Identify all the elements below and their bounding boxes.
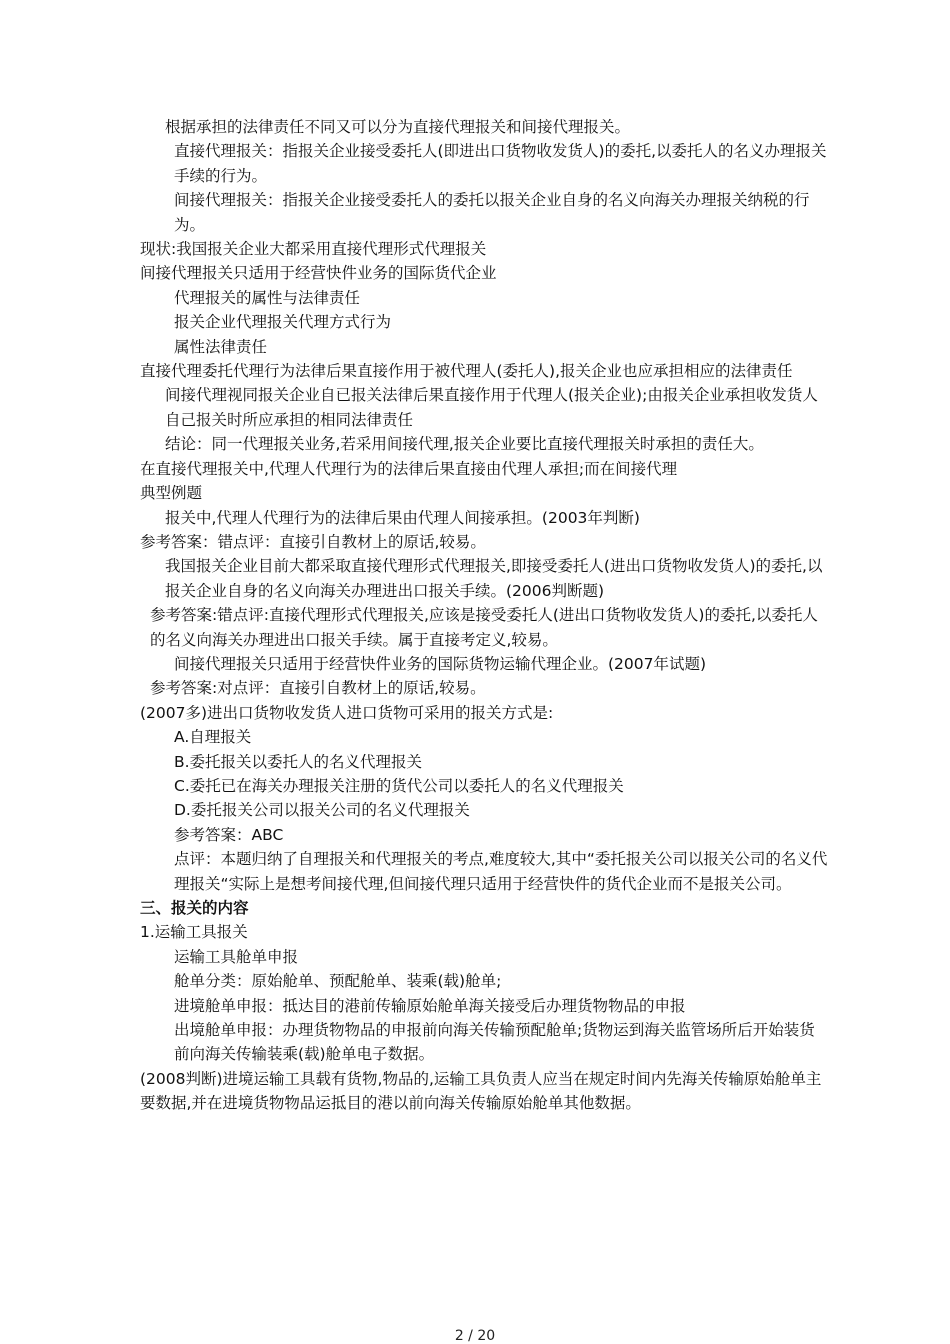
subsection-heading: 1.运输工具报关 — [140, 923, 248, 942]
text-line: 在直接代理报关中,代理人代理行为的法律后果直接由代理人承担;而在间接代理 — [140, 459, 678, 478]
text-line: 报关企业代理报关代理方式行为 — [174, 313, 392, 332]
page-content — [140, 115, 830, 1116]
text-line: 我国报关企业目前大都采取直接代理形式代理报关,即接受委托人(进出口货物收发货人)的委托,以报关企业自身的名义向海关办理进出口报关手续。(2006判断题) — [165, 557, 823, 600]
option-c: C.委托已在海关办理报关注册的货代公司以委托人的名义代理报关 — [174, 776, 624, 795]
text-line: 进境舱单申报：抵达目的港前传输原始舱单海关接受后办理货物物品的申报 — [174, 996, 686, 1015]
option-a: A.自理报关 — [174, 728, 252, 747]
text-line: 属性法律责任 — [174, 337, 268, 356]
text-line: 间接代理报关：指报关企业接受委托人的委托以报关企业自身的名义向海关办理报关纳税的行为。 — [174, 191, 810, 234]
text-line: 运输工具舱单申报 — [174, 947, 299, 966]
option-b: B.委托报关以委托人的名义代理报关 — [174, 752, 423, 771]
text-line: 间接代理报关只适用于经营快件业务的国际货物运输代理企业。(2007年试题) — [174, 654, 707, 673]
text-line: 根据承担的法律责任不同又可以分为直接代理报关和间接代理报关。 — [165, 118, 631, 136]
text-line: (2008判断)进境运输工具载有货物,物品的,运输工具负责人应当在规定时间内先海关传输原始舱单主要数据,并在进境货物物品运抵目的港以前向海关传输原始舱单其他数据。 — [140, 1069, 822, 1113]
answer-line: 参考答案：ABC — [174, 825, 284, 844]
text-line: 间接代理视同报关企业自已报关法律后果直接作用于代理人(报关企业);由报关企业承担收发货人自己报关时所应承担的相同法律责任 — [165, 386, 818, 429]
answer-line: 参考答案:对点评：直接引自教材上的原话,较易。 — [150, 679, 486, 698]
text-line: 结论：同一代理报关业务,若采用间接代理,报关企业要比直接代理报关时承担的责任大。 — [165, 435, 764, 454]
text-line: 直接代理委托代理行为法律后果直接作用于被代理人(委托人),报关企业也应承担相应的法律责任 — [140, 362, 793, 381]
text-line: 现状:我国报关企业大都采用直接代理形式代理报关 — [140, 240, 487, 259]
option-d: D.委托报关公司以报关公司的名义代理报关 — [174, 801, 470, 820]
question-line: (2007多)进出口货物收发货人进口货物可采用的报关方式是: — [140, 703, 554, 722]
text-line: 间接代理报关只适用于经营快件业务的国际货代企业 — [140, 264, 497, 283]
text-line: 出境舱单申报：办理货物物品的申报前向海关传输预配舱单;货物运到海关监管场所后开始装货前向海关传输装乘(载)舱单电子数据。 — [174, 1021, 815, 1064]
section-heading: 三、报关的内容 — [140, 899, 249, 917]
answer-line: 参考答案：错点评：直接引自教材上的原话,较易。 — [140, 532, 486, 551]
comment-line: 点评：本题归纳了自理报关和代理报关的考点,难度较大,其中“委托报关公司以报关公司的名义代理报关“实际上是想考间接代理,但间接代理只适用于经营快件的货代企业而不是报关公司。 — [174, 850, 828, 893]
text-line: 舱单分类：原始舱单、预配舱单、装乘(载)舱单; — [174, 972, 502, 991]
text-line: 报关中,代理人代理行为的法律后果由代理人间接承担。(2003年判断) — [165, 508, 640, 527]
section-heading: 典型例题 — [140, 484, 203, 503]
text-line: 代理报关的属性与法律责任 — [174, 288, 361, 307]
text-line: 直接代理报关：指报关企业接受委托人(即进出口货物收发货人)的委托,以委托人的名义办理报关手续的行为。 — [174, 142, 827, 185]
page-number: 2 / 20 — [454, 1328, 496, 1344]
answer-line: 参考答案:错点评:直接代理形式代理报关,应该是接受委托人(进出口货物收发货人)的委托,以委托人的名义向海关办理进出口报关手续。属于直接考定义,较易。 — [150, 606, 818, 649]
